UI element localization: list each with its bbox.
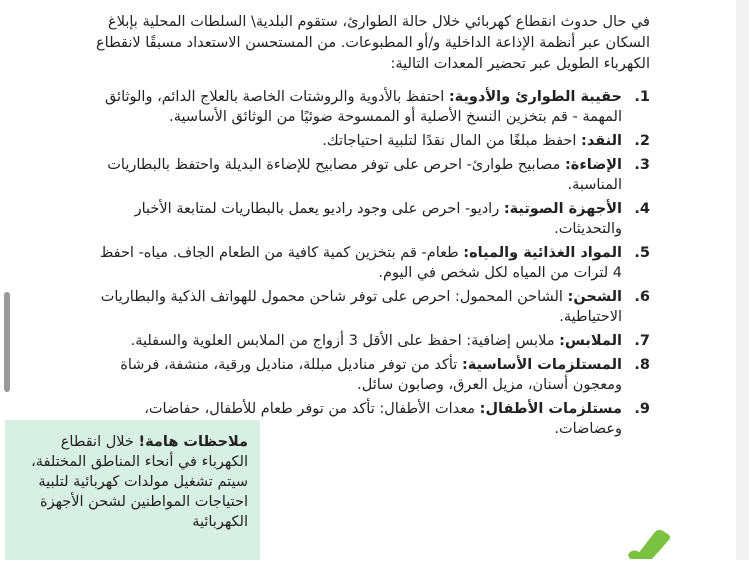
list-item	[90, 131, 650, 151]
item-text: الشاحن المحمول: احرص على توفر شاحن محمول للهواتف الذكية والبطاريات الاحتياطية.	[100, 289, 622, 325]
item-text: تأكد من توفر مناديل مبللة، مناديل ورقية، منشفة، فرشاة ومعجون أسنان، مزيل العرق، وصابون سائل.	[120, 357, 622, 393]
item-title: الإضاءة:	[565, 157, 622, 173]
important-note-box	[5, 420, 260, 560]
item-number: .3	[634, 157, 650, 173]
item-text: مصابيح طوارئ- احرص على توفر مصابيح للإضاءة البديلة واحتفظ بالبطاريات المناسبة.	[107, 157, 622, 193]
item-number: .8	[634, 357, 650, 373]
list-item	[90, 243, 650, 283]
document-body	[90, 12, 650, 443]
item-title: المواد الغذائية والمياه:	[463, 245, 622, 261]
item-number: .9	[634, 401, 650, 417]
item-title: الملابس:	[559, 333, 622, 349]
list-item	[90, 355, 650, 395]
item-text: معدات الأطفال: تأكد من توفر طعام للأطفال، حفاضات، وعضاضات.	[144, 401, 622, 437]
item-number: .6	[634, 289, 650, 305]
page-edge	[736, 0, 749, 560]
item-title: مستلزمات الأطفال:	[479, 401, 622, 417]
item-number: .2	[634, 133, 650, 149]
item-number: .5	[634, 245, 650, 261]
list-item	[90, 287, 650, 327]
item-title: المستلزمات الأساسية:	[461, 357, 622, 373]
preparation-list	[90, 87, 650, 439]
item-number: .1	[634, 89, 650, 105]
item-text: راديو- احرص على وجود راديو يعمل بالبطاريات لمتابعة الأخبار والتحديثات.	[134, 201, 622, 237]
note-text: خلال انقطاع الكهرباء في أنحاء المناطق المختلفة، سيتم تشغيل مولدات كهربائية لتلبية احتياجات المواطنين لشحن الأجهزة الكهربائية	[31, 434, 248, 530]
item-number: .4	[634, 201, 650, 217]
item-title: الأجهزة الصوتية:	[503, 201, 622, 217]
note-title: ملاحظات هامة!	[138, 434, 248, 450]
list-item	[90, 331, 650, 351]
green-logo-icon	[628, 525, 674, 561]
item-text: طعام- قم بتخزين كمية كافية من الطعام الجاف. مياه- احفظ 4 لترات من المياه لكل شخص في اليوم.	[99, 245, 622, 281]
item-title: حقيبة الطوارئ والأدوية:	[448, 89, 622, 105]
item-title: الشحن:	[567, 289, 622, 305]
scrollbar-thumb[interactable]	[4, 292, 10, 392]
item-text: ملابس إضافية: احفظ على الأقل 3 أزواج من الملابس العلوية والسفلية.	[130, 333, 560, 349]
item-text: احتفظ بالأدوية والروشتات الخاصة بالعلاج الدائم، والوثائق المهمة - قم بتخزين النسخ الأصلية أو الممسوحة ضوئيًا من الوثائق الأساسية.	[104, 89, 622, 125]
list-item	[90, 87, 650, 127]
item-title: النقد:	[581, 133, 622, 149]
list-item	[90, 155, 650, 195]
list-item	[90, 199, 650, 239]
item-text: احفظ مبلغًا من المال نقدًا لتلبية احتياجاتك.	[322, 133, 582, 149]
intro-paragraph: في حال حدوث انقطاع كهربائي خلال حالة الطوارئ، ستقوم البلدية\ السلطات المحلية بإبلاغ السكان عبر أنظمة الإذاعة الداخلية و/أو المطبوعات. من المستحسن الاستعداد مسبقًا لانقطاع الكهرباء الطويل عبر تحضير المعدات التالية:	[96, 14, 650, 72]
item-number: .7	[634, 333, 650, 349]
